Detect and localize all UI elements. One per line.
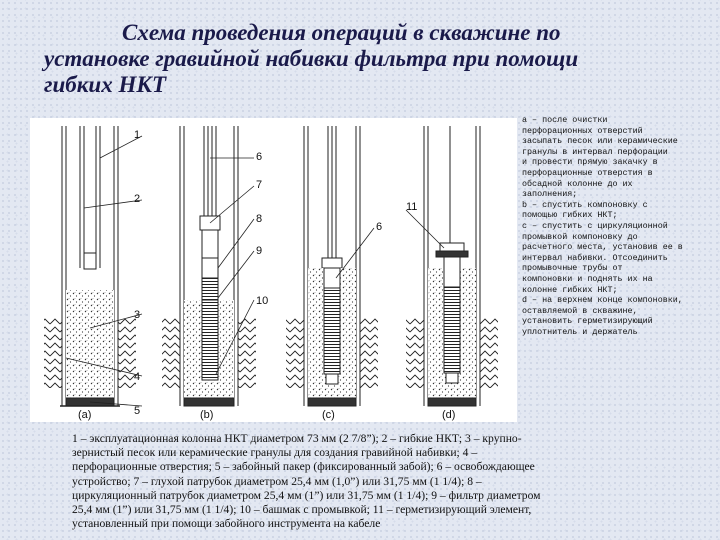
legend-line: перфорационные отверстия в [522, 167, 653, 178]
callout-3: 3 [134, 309, 141, 321]
legend-line: a – после очистки [522, 115, 608, 125]
caption-line: циркуляционный патрубок диаметром 25,4 мм (1”) или 31,75 мм (1 1/4); 9 – фильтр диаметром [72, 488, 541, 502]
legend-line: b – спустить компоновку с [522, 199, 648, 210]
callout-9: 9 [256, 245, 263, 257]
legend-line: компоновки и поднять их на [522, 273, 653, 284]
caption-line: установленный при помощи забойного инструмента на кабеле [72, 517, 381, 531]
callout-1: 1 [134, 129, 141, 141]
legend-line: интервал набивки. Отсоединить [522, 252, 668, 263]
caption-line: перфорационные отверстия; 5 – забойный пакер (фиксированный забой); 6 – освобождающее [72, 460, 535, 474]
legend-line: засыпать песок или керамические [522, 136, 678, 147]
callout-11: 11 [406, 201, 418, 213]
title-line-1: Схема проведения операций в скважине по [122, 20, 561, 45]
callout-6-c: 6 [376, 221, 383, 233]
title-line-3: гибких НКТ [44, 72, 166, 97]
panel-c [286, 126, 378, 406]
callout-5: 5 [134, 405, 141, 417]
figure-caption [72, 432, 712, 531]
panel-label-c: (c) [322, 409, 335, 421]
legend-line: c – спустить с циркуляционной [522, 220, 668, 231]
legend-line: промывкой компоновку до [522, 231, 638, 242]
panel-b [162, 126, 256, 406]
legend-line: помощью гибких НКТ; [522, 210, 618, 221]
legend-line: промывочные трубы от [522, 263, 623, 274]
legend-line: оставляемой в скважине, [522, 305, 638, 316]
legend-line: перфорационных отверстий [522, 125, 643, 136]
callout-7: 7 [256, 179, 263, 191]
procedure-legend [522, 115, 718, 337]
panel-d [406, 126, 498, 406]
panel-label-a: (a) [78, 409, 92, 421]
callout-4: 4 [134, 371, 141, 383]
callout-6: 6 [256, 151, 263, 163]
title-line-2: установке гравийной набивки фильтра при помощи [44, 46, 579, 71]
legend-line: и провести прямую закачку в [522, 157, 658, 168]
caption-line: 25,4 мм (1”) или 31,75 мм (1 1/4); 10 – башмак с промывкой; 11 – герметизирующий элемент, [72, 503, 532, 517]
callout-10: 10 [256, 295, 269, 307]
well-schematic-drawing [30, 118, 517, 422]
caption-line: устройство; 7 – глухой патрубок диаметром 25,4 мм (1,0”) или 31,75 мм (1 1/4); 8 – [72, 474, 482, 488]
panel-label-d: (d) [442, 409, 456, 421]
legend-line: установить герметизирующий [522, 316, 653, 327]
caption-line: зернистый песок или керамические гранулы для создания гравийной набивки; 4 – [72, 446, 478, 460]
legend-line: уплотнитель и держатель [522, 326, 638, 337]
legend-line: d – на верхнем конце компоновки, [522, 295, 683, 306]
caption-line: 1 – эксплуатационная колонна НКТ диаметром 73 мм (2 7/8”); 2 – гибкие НКТ; 3 – крупно- [72, 432, 522, 445]
callout-8: 8 [256, 213, 263, 225]
panel-label-b: (b) [200, 409, 214, 421]
legend-line: обсадной колонне до их [522, 178, 633, 189]
well-schematic-figure [30, 118, 517, 422]
callout-2: 2 [134, 193, 141, 205]
legend-line: гранулы в интервал перфорации [522, 146, 668, 157]
legend-line: расчетного места, установив ее в [522, 242, 683, 253]
slide-title [44, 20, 644, 98]
legend-line: колонне гибких НКТ; [522, 284, 618, 295]
legend-line: заполнения; [522, 189, 578, 200]
